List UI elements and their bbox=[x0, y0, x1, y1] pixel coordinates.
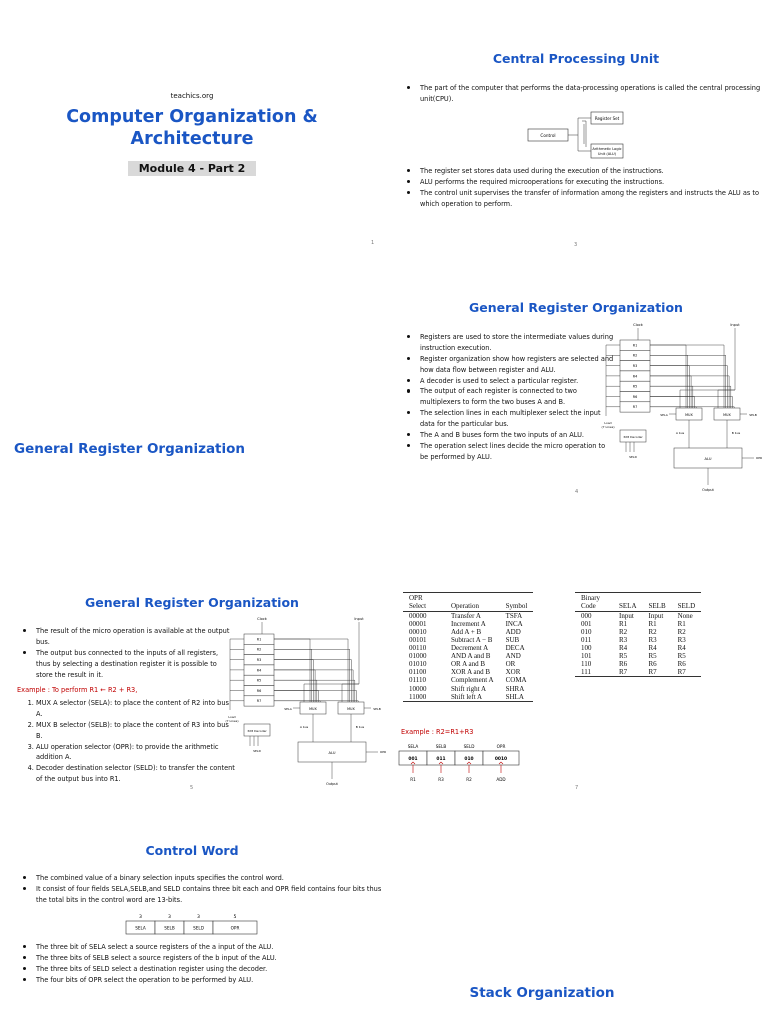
page-number: 5 bbox=[190, 785, 194, 791]
table-cell: Shift right A bbox=[451, 684, 487, 693]
slide-heading: Central Processing Unit bbox=[492, 51, 660, 66]
table-cell: COMA bbox=[505, 676, 527, 685]
table-cell: R3 bbox=[648, 636, 657, 645]
decoder-label: 3X8 Decoder bbox=[247, 729, 267, 733]
list-item: 1. MUX A selector (SELA): to place the content of R2 into bus A. bbox=[36, 698, 236, 720]
table-row bbox=[403, 668, 533, 676]
field-name: SELD bbox=[463, 744, 475, 749]
list-item: The A and B buses form the two inputs of an ALU. bbox=[420, 430, 615, 441]
load-label: (7 Lines) bbox=[225, 719, 239, 723]
table-cell: R7 bbox=[613, 668, 643, 677]
field-code: 0010 bbox=[494, 757, 508, 762]
diagram-slot-1 bbox=[598, 320, 768, 495]
table-cell: ADD bbox=[505, 628, 521, 637]
mux-label: MUX bbox=[309, 707, 317, 711]
table-cell: 00110 bbox=[409, 644, 427, 653]
slide-heading: Control Word bbox=[145, 843, 239, 858]
table-cell: R4 bbox=[648, 644, 657, 653]
example-label: Example : R2=R1+R3 bbox=[401, 728, 474, 736]
register-bullets bbox=[402, 332, 615, 463]
table-cell: OR bbox=[505, 660, 516, 669]
sela-label: SELA bbox=[660, 413, 668, 417]
table-cell: SUB bbox=[505, 636, 520, 645]
table-cell: R2 bbox=[648, 628, 657, 637]
field-meaning: ADD bbox=[496, 777, 506, 782]
table-row bbox=[403, 693, 533, 702]
page-number: 7 bbox=[575, 785, 579, 791]
table-cell: INCA bbox=[505, 620, 523, 629]
opr-table bbox=[403, 592, 533, 702]
load-label: (7 Lines) bbox=[601, 425, 615, 429]
list-item: The selection lines in each multiplexer select the input data for the particular bus. bbox=[420, 408, 615, 430]
table-cell: R3 bbox=[677, 636, 686, 645]
slide-heading: General Register Organization bbox=[469, 300, 683, 315]
table-header-row bbox=[575, 593, 701, 612]
table-cell: 00000 bbox=[409, 612, 427, 621]
table-cell: 000 bbox=[581, 612, 592, 621]
register-label: R6 bbox=[632, 394, 638, 399]
list-item: The four bits of OPR select the operation to be performed by ALU. bbox=[36, 975, 386, 986]
table-row bbox=[403, 652, 533, 660]
table-cell: R6 bbox=[648, 660, 657, 669]
list-item: The three bit of SELA select a source registers of the a input of the ALU. bbox=[36, 942, 386, 953]
table-cell: R1 bbox=[648, 620, 657, 629]
table-cell: 101 bbox=[581, 652, 592, 661]
table-cell: 011 bbox=[581, 636, 592, 645]
column-header: Symbol bbox=[500, 593, 534, 612]
field-name: SELA bbox=[407, 744, 419, 749]
table-cell: Add A + B bbox=[451, 628, 482, 637]
table-cell: 001 bbox=[581, 620, 592, 629]
course-title: Computer Organization & Architecture bbox=[66, 107, 318, 149]
diagram-label: Register Set bbox=[594, 116, 620, 121]
table-cell: Subtract A − B bbox=[451, 636, 493, 645]
bus-label: A bus bbox=[675, 431, 685, 435]
table-cell: Input bbox=[648, 612, 664, 621]
register-organization-diagram bbox=[222, 614, 392, 789]
register-label: R1 bbox=[256, 637, 262, 642]
table-cell: 00010 bbox=[409, 628, 427, 637]
list-item: A decoder is used to select a particular register. bbox=[420, 376, 615, 387]
table-row bbox=[403, 620, 533, 628]
table-cell: Increment A bbox=[451, 620, 486, 629]
opr-label: OPR bbox=[755, 456, 763, 460]
field-meaning: R3 bbox=[438, 777, 444, 782]
table-row bbox=[575, 660, 701, 668]
table-cell: R1 bbox=[619, 620, 628, 629]
table-cell: 100 bbox=[581, 644, 592, 653]
table-row bbox=[575, 620, 701, 628]
table-cell: AND A and B bbox=[451, 652, 491, 661]
table-cell: 01100 bbox=[409, 668, 427, 677]
table-cell: XOR A and B bbox=[451, 668, 491, 677]
register-label: R7 bbox=[256, 699, 262, 704]
table-row bbox=[575, 628, 701, 636]
alu-label: ALU bbox=[328, 751, 336, 755]
table-cell: DECA bbox=[505, 644, 525, 653]
selb-label: SELB bbox=[749, 413, 757, 417]
bit-width: 3 bbox=[197, 915, 200, 920]
column-header: SELB bbox=[643, 593, 672, 612]
table-cell: R7 bbox=[643, 668, 672, 677]
list-item: The three bits of SELD select a destination register using the decoder. bbox=[36, 964, 386, 975]
table-cell: XOR bbox=[505, 668, 521, 677]
table-cell: Transfer A bbox=[451, 612, 481, 621]
opr-label: OPR bbox=[379, 750, 387, 754]
seld-label: SELD bbox=[629, 455, 637, 459]
control-field-label: SELD bbox=[193, 925, 204, 931]
section-heading: General Register Organization bbox=[14, 441, 246, 457]
table-cell: R2 bbox=[619, 628, 628, 637]
table-row bbox=[403, 628, 533, 636]
load-label: Load bbox=[604, 421, 612, 425]
list-item: The three bits of SELB select a source registers of the b input of the ALU. bbox=[36, 953, 386, 964]
table-cell: AND bbox=[505, 652, 521, 661]
list-item: The output bus connected to the inputs of all registers, thus by selecting a destination register it is possible to store the result in it. bbox=[36, 648, 231, 681]
load-label: Load bbox=[228, 715, 236, 719]
register-label: R2 bbox=[632, 353, 638, 358]
field-code: 011 bbox=[436, 757, 446, 762]
mux-label: MUX bbox=[347, 707, 355, 711]
diagram-label: Control bbox=[540, 133, 556, 138]
table-row bbox=[403, 612, 533, 621]
diagram-label: Arithmetic Logic bbox=[592, 147, 622, 151]
register-label: R2 bbox=[256, 647, 262, 652]
register-label: R7 bbox=[632, 405, 638, 410]
sela-label: SELA bbox=[284, 707, 292, 711]
table-cell: OR A and B bbox=[451, 660, 486, 669]
column-header: SELD bbox=[672, 593, 702, 612]
table-cell: 11000 bbox=[403, 693, 445, 702]
table-row bbox=[403, 644, 533, 652]
cpu-bullets bbox=[402, 166, 765, 210]
list-item: The part of the computer that performs the data-processing operations is called the central processing unit(CPU). bbox=[420, 83, 765, 105]
table-cell: 111 bbox=[575, 668, 613, 677]
control-field-label: SELB bbox=[164, 925, 175, 931]
table-cell: 01000 bbox=[409, 652, 427, 661]
table-cell: Input bbox=[619, 612, 634, 621]
field-name: SELB bbox=[435, 744, 447, 749]
register-label: R6 bbox=[256, 688, 262, 693]
table-row bbox=[575, 652, 701, 660]
register-label: R1 bbox=[632, 343, 638, 348]
cpu-block-diagram bbox=[520, 106, 640, 160]
register-label: R3 bbox=[256, 658, 262, 662]
module-badge: Module 4 - Part 2 bbox=[128, 161, 256, 176]
table-header-row bbox=[403, 593, 533, 612]
section-heading: Stack Organization bbox=[469, 985, 615, 1001]
column-header: Operation bbox=[445, 593, 500, 612]
table-row bbox=[403, 676, 533, 684]
selb-label: SELB bbox=[373, 707, 381, 711]
register-label: R5 bbox=[632, 384, 638, 389]
table-cell: SHLA bbox=[500, 693, 534, 702]
page-number: 3 bbox=[574, 242, 578, 248]
field-name: OPR bbox=[496, 744, 506, 749]
register-label: R4 bbox=[632, 374, 638, 379]
list-item: 2. MUX B selector (SELB): to place the content of R3 into bus B. bbox=[36, 720, 236, 742]
example-label: Example : To perform R1 ← R2 + R3, bbox=[17, 686, 138, 694]
list-item: It consist of four fields SELA,SELB,and SELD contains three bit each and OPR field contains four bits thus the total bits in the control word are 13-bits. bbox=[36, 884, 386, 906]
page-number: 4 bbox=[575, 489, 579, 495]
column-header: Binary Code bbox=[575, 593, 613, 612]
table-cell: R6 bbox=[619, 660, 628, 669]
bus-label: A bus bbox=[299, 725, 309, 729]
table-cell: R3 bbox=[619, 636, 628, 645]
table-cell: R4 bbox=[619, 644, 628, 653]
register-label: R4 bbox=[256, 668, 262, 673]
list-item: Register organization show how registers are selected and how data flow between register and ALU. bbox=[420, 354, 614, 374]
clock-label: Clock bbox=[633, 323, 643, 327]
alu-label: ALU bbox=[704, 457, 712, 461]
table-row bbox=[575, 644, 701, 652]
opr-table-body bbox=[403, 612, 533, 702]
list-item: The operation select lines decide the micro operation to be performed by ALU. bbox=[420, 441, 615, 463]
list-item: The output of each register is connected to two multiplexers to form the two buses A and B. bbox=[420, 386, 615, 408]
mux-label: MUX bbox=[685, 413, 693, 417]
table-cell: R2 bbox=[677, 628, 686, 637]
list-item: The register set stores data used during the execution of the instructions. bbox=[420, 166, 765, 177]
table-cell: TSFA bbox=[505, 612, 523, 621]
example-bullets bbox=[18, 626, 231, 680]
table-cell: Complement A bbox=[451, 676, 494, 685]
control-word-bullets-2 bbox=[18, 942, 386, 986]
field-meaning: R2 bbox=[466, 777, 472, 782]
table-cell: 00001 bbox=[409, 620, 427, 629]
table-cell: R5 bbox=[677, 652, 686, 661]
column-header: OPR Select bbox=[403, 593, 445, 612]
table-cell: 01010 bbox=[409, 660, 427, 669]
table-cell: None bbox=[677, 612, 693, 621]
selector-table-body bbox=[575, 612, 701, 677]
diagram-label: Unit (ALU) bbox=[597, 152, 617, 156]
decoder-label: 3X8 Decoder bbox=[623, 435, 643, 439]
bus-label: B bus bbox=[731, 431, 741, 435]
field-code: 010 bbox=[464, 757, 474, 762]
field-meaning: R1 bbox=[410, 777, 416, 782]
table-cell: 01110 bbox=[409, 676, 426, 685]
column-header: SELA bbox=[613, 593, 643, 612]
table-cell: 00101 bbox=[409, 636, 427, 645]
table-cell: R6 bbox=[677, 660, 686, 669]
table-cell: Decrement A bbox=[451, 644, 489, 653]
list-item: 3. ALU operation selector (OPR): to provide the arithmetic addition A. bbox=[36, 742, 236, 764]
table-cell: R5 bbox=[648, 652, 657, 661]
control-word-bullets bbox=[18, 873, 386, 906]
diagram-slot-2 bbox=[222, 614, 392, 789]
table-row bbox=[403, 685, 533, 693]
table-cell: R1 bbox=[677, 620, 686, 629]
example-control-word bbox=[397, 740, 537, 786]
list-item: Registers are used to store the intermediate values during instruction execution. bbox=[420, 333, 614, 352]
input-label: Input bbox=[730, 323, 740, 327]
table-row bbox=[403, 636, 533, 644]
register-organization-diagram bbox=[598, 320, 768, 495]
mux-label: MUX bbox=[723, 413, 731, 417]
selector-table bbox=[575, 592, 701, 677]
register-label: R5 bbox=[256, 678, 262, 683]
control-word-diagram bbox=[124, 912, 264, 936]
field-code: 001 bbox=[408, 757, 418, 762]
cpu-intro bbox=[402, 83, 765, 105]
table-cell: R7 bbox=[672, 668, 702, 677]
slide-heading: General Register Organization bbox=[85, 595, 299, 610]
table-cell: 10000 bbox=[409, 684, 427, 693]
table-row bbox=[403, 660, 533, 668]
table-row bbox=[575, 612, 701, 621]
list-item: The combined value of a binary selection inputs specifies the control word. bbox=[36, 873, 386, 884]
bit-width: 3 bbox=[168, 915, 171, 920]
table-row bbox=[575, 636, 701, 644]
input-label: Input bbox=[354, 617, 364, 621]
list-item: 4. Decoder destination selector (SELD): to transfer the content of the output bus into R1. bbox=[36, 763, 236, 785]
table-cell: 110 bbox=[581, 660, 592, 669]
control-field-label: OPR bbox=[230, 925, 240, 931]
output-label: Output bbox=[326, 782, 338, 786]
table-cell: SHRA bbox=[505, 684, 525, 693]
bit-width: 5 bbox=[233, 915, 237, 920]
list-item: The result of the micro operation is available at the output bus. bbox=[36, 627, 230, 646]
page-number: 1 bbox=[371, 240, 375, 246]
table-cell: R5 bbox=[619, 652, 628, 661]
list-item: ALU performs the required microoperations for executing the instructions. bbox=[420, 177, 765, 188]
list-item: The control unit supervises the transfer of information among the registers and instructs the ALU as to which operation to perform. bbox=[420, 188, 765, 210]
table-cell: 010 bbox=[581, 628, 592, 637]
output-label: Output bbox=[702, 488, 714, 492]
bus-label: B bus bbox=[355, 725, 365, 729]
table-cell: R4 bbox=[677, 644, 686, 653]
table-row bbox=[575, 668, 701, 677]
table-cell: Shift left A bbox=[445, 693, 500, 702]
clock-label: Clock bbox=[257, 617, 267, 621]
site-label: teachics.org bbox=[170, 92, 214, 100]
control-field-label: SELA bbox=[135, 925, 146, 931]
seld-label: SELD bbox=[253, 749, 261, 753]
register-label: R3 bbox=[632, 364, 638, 368]
bit-width: 3 bbox=[139, 915, 142, 920]
example-steps bbox=[16, 698, 239, 785]
